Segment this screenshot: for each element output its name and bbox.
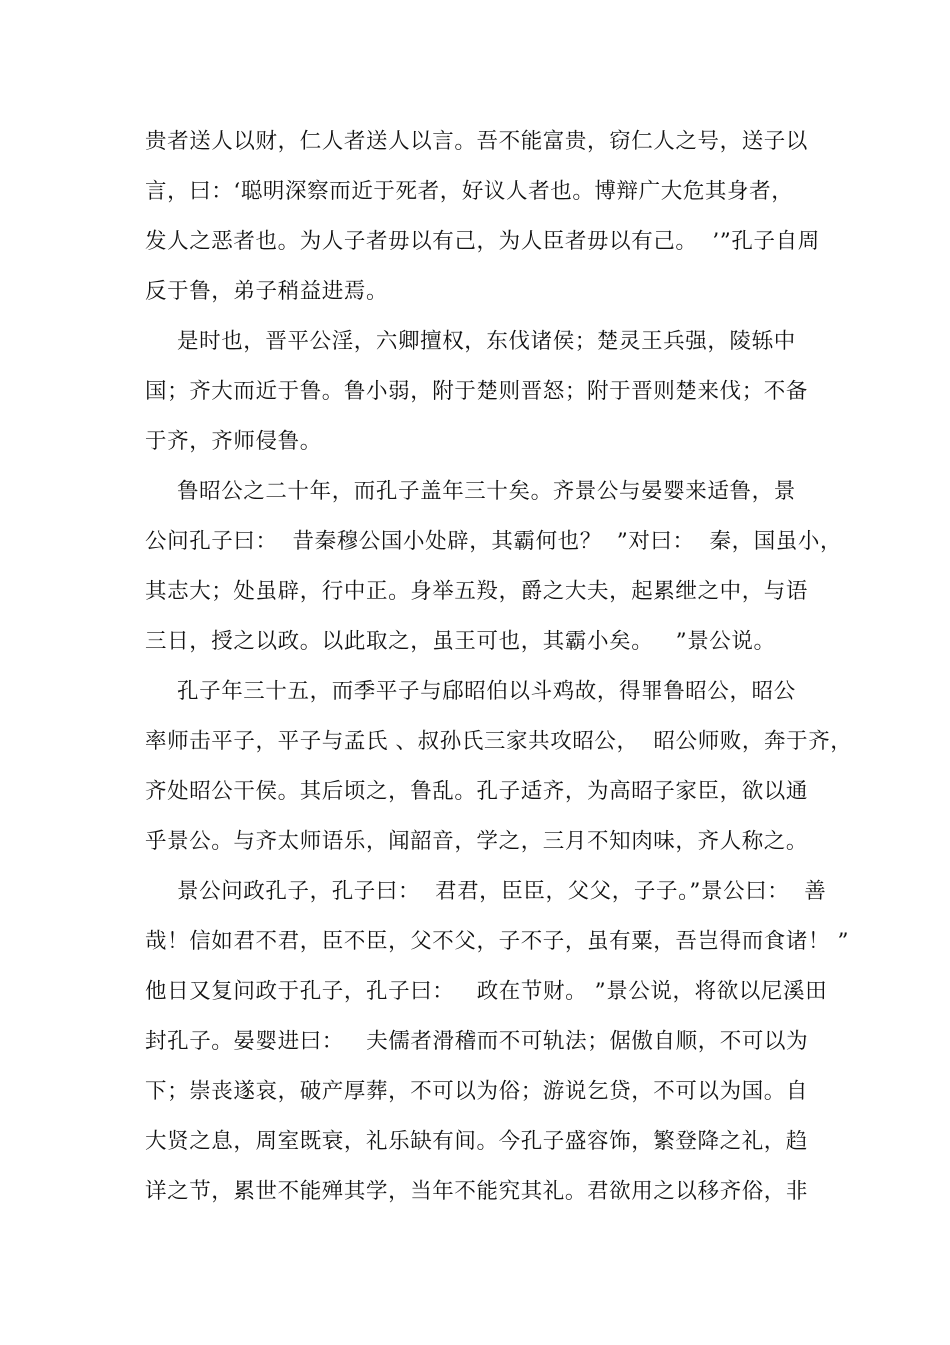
text-line: 其志大；处虽辟，行中正。身举五羖，爵之大夫，起累绁之中，与语 bbox=[145, 579, 809, 604]
text-line: 详之节，累世不能殚其学，当年不能究其礼。君欲用之以移齐俗，非 bbox=[145, 1179, 809, 1204]
text-line: 反于鲁，弟子稍益进焉。 bbox=[145, 279, 389, 304]
paragraph-first-line: 鲁昭公之二十年，而孔子盖年三十矣。齐景公与晏婴来适鲁，景 bbox=[177, 479, 796, 504]
text-line: 发人之恶者也。为人子者毋以有己，为人臣者毋以有己。 ’”孔子自周 bbox=[145, 229, 820, 254]
paragraph-first-line: 是时也，晋平公淫，六卿擅权，东伐诸侯；楚灵王兵强，陵轹中 bbox=[177, 329, 796, 354]
text-line: 贵者送人以财，仁人者送人以言。吾不能富贵，窃仁人之号，送子以 bbox=[145, 129, 809, 154]
text-line: 齐处昭公干侯。其后顷之，鲁乱。孔子适齐，为高昭子家臣，欲以通 bbox=[145, 779, 809, 804]
text-line: 哉！信如君不君，臣不臣，父不父，子不子，虽有粟，吾岂得而食诸！ ” bbox=[145, 929, 850, 954]
text-line: 三日，授之以政。以此取之，虽王可也，其霸小矣。 ”景公说。 bbox=[145, 629, 776, 654]
text-line: 于齐，齐师侵鲁。 bbox=[145, 429, 322, 454]
text-line: 下；崇丧遂哀，破产厚葬，不可以为俗；游说乞贷，不可以为国。自 bbox=[145, 1079, 809, 1104]
paragraph-first-line: 景公问政孔子，孔子曰： 君君，臣臣，父父，子子。”景公曰： 善 bbox=[177, 879, 827, 904]
text-line: 他日又复问政于孔子，孔子曰： 政在节财。 ”景公说，将欲以尼溪田 bbox=[145, 979, 828, 1004]
paragraph-first-line: 孔子年三十五，而季平子与郈昭伯以斗鸡故，得罪鲁昭公，昭公 bbox=[177, 679, 796, 704]
text-line: 国；齐大而近于鲁。鲁小弱，附于楚则晋怒；附于晋则楚来伐；不备 bbox=[145, 379, 809, 404]
text-line: 大贤之息，周室既衰，礼乐缺有间。今孔子盛容饰，繁登降之礼，趋 bbox=[145, 1129, 809, 1154]
text-line: 率师击平子，平子与孟氏 、叔孙氏三家共攻昭公， 昭公师败，奔于齐， bbox=[145, 729, 853, 754]
text-line: 乎景公。与齐太师语乐，闻韶音，学之，三月不知肉味，齐人称之。 bbox=[145, 829, 809, 854]
text-line: 言，曰：‘聪明深察而近于死者，好议人者也。博辩广大危其身者， bbox=[145, 179, 794, 204]
text-line: 封孔子。晏婴进曰： 夫儒者滑稽而不可轨法；倨傲自顺，不可以为 bbox=[145, 1029, 809, 1054]
text-line: 公问孔子曰： 昔秦穆公国小处辟，其霸何也？ ”对曰： 秦，国虽小， bbox=[145, 529, 843, 554]
